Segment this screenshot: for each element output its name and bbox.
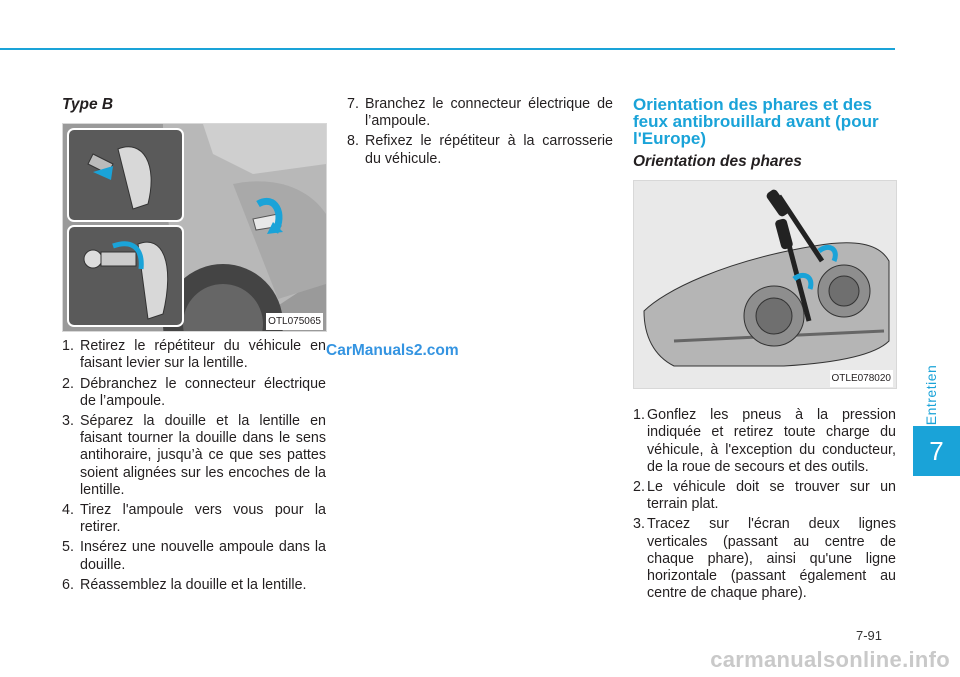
list-item: 2. Le véhicule doit se trouver sur un terrain plat.: [633, 479, 896, 513]
list-item: 1. Retirez le répétiteur du véhicule en faisant levier sur la lentille.: [62, 338, 326, 372]
list-item: 8. Refixez le répétiteur à la carrosserie du véhicule.: [347, 133, 613, 167]
right-column: [633, 96, 896, 605]
section-side-label: Entretien: [923, 364, 939, 426]
page-number: 7-91: [856, 628, 883, 643]
list-item: 6. Réassemblez la douille et la lentille.: [62, 576, 307, 593]
chapter-tab: [913, 426, 960, 476]
header-rule: [0, 48, 895, 50]
figure-code: OTLE078020: [830, 370, 894, 387]
watermark-carmanuals2: CarManuals2.com: [326, 342, 459, 359]
list-item: 5. Insérez une nouvelle ampoule dans la douille.: [62, 539, 326, 573]
footer-watermark: carmanualsonline.info: [710, 647, 950, 672]
section-heading: Orientation des phares et des feux antibrouillard avant (pour l'Europe): [633, 95, 879, 148]
middle-column: [347, 96, 613, 171]
figure-side-repeater: [62, 123, 327, 332]
figure-code: OTL075065: [266, 313, 323, 330]
list-item: 7. Branchez le connecteur électrique de l’ampoule.: [347, 96, 613, 130]
list-item: 3. Tracez sur l'écran deux lignes verticales (passant au centre de chaque phare), ainsi qu'une ligne horizontale (passant également au centre de chaque phare).: [633, 516, 896, 602]
list-item: 1. Gonflez les pneus à la pression indiquée et retirez toute charge du véhicule, à l'exception du conducteur, de la roue de secours et des outils.: [633, 407, 896, 475]
headlamp-adjust-illustration: [634, 181, 896, 388]
figure-headlamp-adjust: [633, 180, 897, 389]
step-list-left: [62, 338, 326, 594]
side-repeater-illustration: [63, 124, 326, 331]
list-item: 4. Tirez l'ampoule vers vous pour la retirer.: [62, 502, 326, 536]
list-item: 3. Séparez la douille et la lentille en faisant tourner la douille dans le sens antihoraire, jusqu’à ce que ses pattes soient alignées sur les encoches de la lentille.: [62, 413, 326, 498]
chapter-number: 7: [929, 435, 944, 466]
step-list-middle: [347, 96, 613, 168]
subheading-headlamp-aiming: Orientation des phares: [633, 153, 802, 170]
subheading-type-b: Type B: [62, 96, 114, 113]
left-column: [62, 96, 326, 597]
step-list-right: [633, 407, 896, 602]
list-item: 2. Débranchez le connecteur électrique de l’ampoule.: [62, 375, 326, 409]
